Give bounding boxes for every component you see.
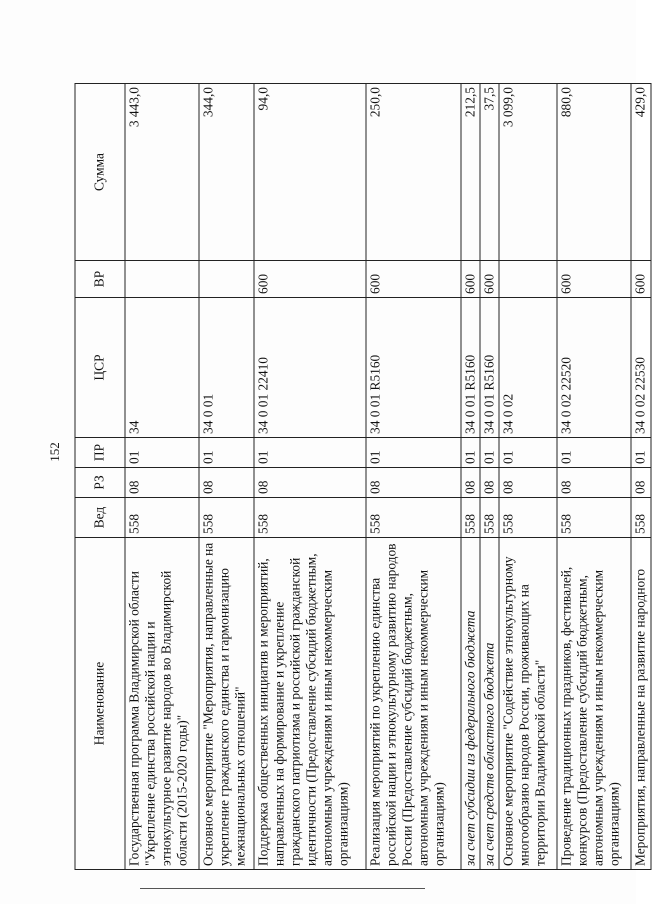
cell-ved: 558 [480,498,499,538]
cell-vr: 600 [254,261,366,298]
cell-csr: 34 0 01 [199,298,254,438]
cell-pr: 01 [366,438,461,468]
cell-rz: 08 [557,468,631,498]
cell-rz: 08 [480,468,499,498]
cell-pr: 01 [254,438,366,468]
cell-sum: 880,0 [557,84,631,261]
rotated-table-container [75,84,648,870]
table-header-row [75,84,125,870]
cell-sum: 3 099,0 [499,84,557,261]
cell-vr: 600 [557,261,631,298]
cell-pr: 01 [125,438,199,468]
bottom-rule [140,888,425,889]
cell-ved: 558 [557,498,631,538]
cell-vr: 600 [461,261,480,298]
table-row [499,84,557,870]
table-row [125,84,199,870]
cell-csr: 34 0 01 R5160 [480,298,499,438]
cell-sum: 3 443,0 [125,84,199,261]
cell-ved: 558 [254,498,366,538]
cell-vr: 600 [366,261,461,298]
cell-name: за счет субсидии из федерального бюджета [461,538,480,870]
cell-rz: 08 [366,468,461,498]
cell-csr: 34 0 01 R5160 [461,298,480,438]
cell-rz: 08 [461,468,480,498]
table-row [254,84,366,870]
cell-ved: 558 [461,498,480,538]
cell-vr: 600 [480,261,499,298]
cell-vr [199,261,254,298]
cell-rz: 08 [125,468,199,498]
table-row [631,84,651,870]
cell-sum: 37,5 [480,84,499,261]
cell-rz: 08 [631,468,651,498]
header-name: Наименование [75,538,125,870]
table-row [557,84,631,870]
table-row [461,84,480,870]
cell-rz: 08 [499,468,557,498]
table-row [199,84,254,870]
cell-pr: 01 [631,438,651,468]
cell-pr: 01 [499,438,557,468]
budget-table [75,83,652,870]
cell-vr: 600 [631,261,651,298]
cell-vr [125,261,199,298]
cell-sum: 344,0 [199,84,254,261]
cell-name: Государственная программа Владимирской области "Укрепление единства российской нации и этнокультурное развитие народов во Владимирской области (2015-2020 годы)" [125,538,199,870]
cell-vr [499,261,557,298]
cell-rz: 08 [199,468,254,498]
cell-name: Мероприятия, направленные на развитие народного [631,538,651,870]
cell-csr: 34 [125,298,199,438]
cell-sum: 212,5 [461,84,480,261]
cell-name: Основное мероприятие "Мероприятия, направленные на укрепление гражданского единства и гармонизацию межнациональных отношений" [199,538,254,870]
cell-ved: 558 [366,498,461,538]
header-csr: ЦСР [75,298,125,438]
header-rz: РЗ [75,468,125,498]
cell-ved: 558 [199,498,254,538]
cell-csr: 34 0 02 22530 [631,298,651,438]
cell-sum: 250,0 [366,84,461,261]
cell-sum: 94,0 [254,84,366,261]
cell-name: Проведение традиционных праздников, фестивалей, конкурсов (Предоставление субсидий бюджетным, автономным учреждениям и иным некоммерческим организациям) [557,538,631,870]
cell-name: за счет средств областного бюджета [480,538,499,870]
table-row [366,84,461,870]
header-sum: Сумма [75,84,125,261]
page-number: 152 [47,442,62,462]
cell-ved: 558 [125,498,199,538]
cell-name: Основное мероприятие "Содействие этнокультурному многообразию народов России, проживающих на территории Владимирской области" [499,538,557,870]
cell-name: Поддержка общественных инициатив и мероприятий, направленных на формирование и укрепление гражданского патриотизма и российской гражданской идентичности (Предоставление субсидий бюджетным, автономным учреждениям и иным некоммерческим организациям) [254,538,366,870]
cell-name: Реализация мероприятий по укреплению единства российской нации и этнокультурному развитию народов России (Предоставление субсидий бюджетным, автономным учреждениям и иным некоммерческим организациям) [366,538,461,870]
cell-pr: 01 [199,438,254,468]
cell-ved: 558 [499,498,557,538]
cell-csr: 34 0 01 R5160 [366,298,461,438]
cell-csr: 34 0 01 22410 [254,298,366,438]
header-vr: ВР [75,261,125,298]
table-row [480,84,499,870]
header-pr: ПР [75,438,125,468]
cell-ved: 558 [631,498,651,538]
cell-csr: 34 0 02 [499,298,557,438]
cell-pr: 01 [480,438,499,468]
cell-pr: 01 [461,438,480,468]
cell-rz: 08 [254,468,366,498]
cell-sum: 429,0 [631,84,651,261]
header-ved: Вед [75,498,125,538]
cell-csr: 34 0 02 22520 [557,298,631,438]
cell-pr: 01 [557,438,631,468]
